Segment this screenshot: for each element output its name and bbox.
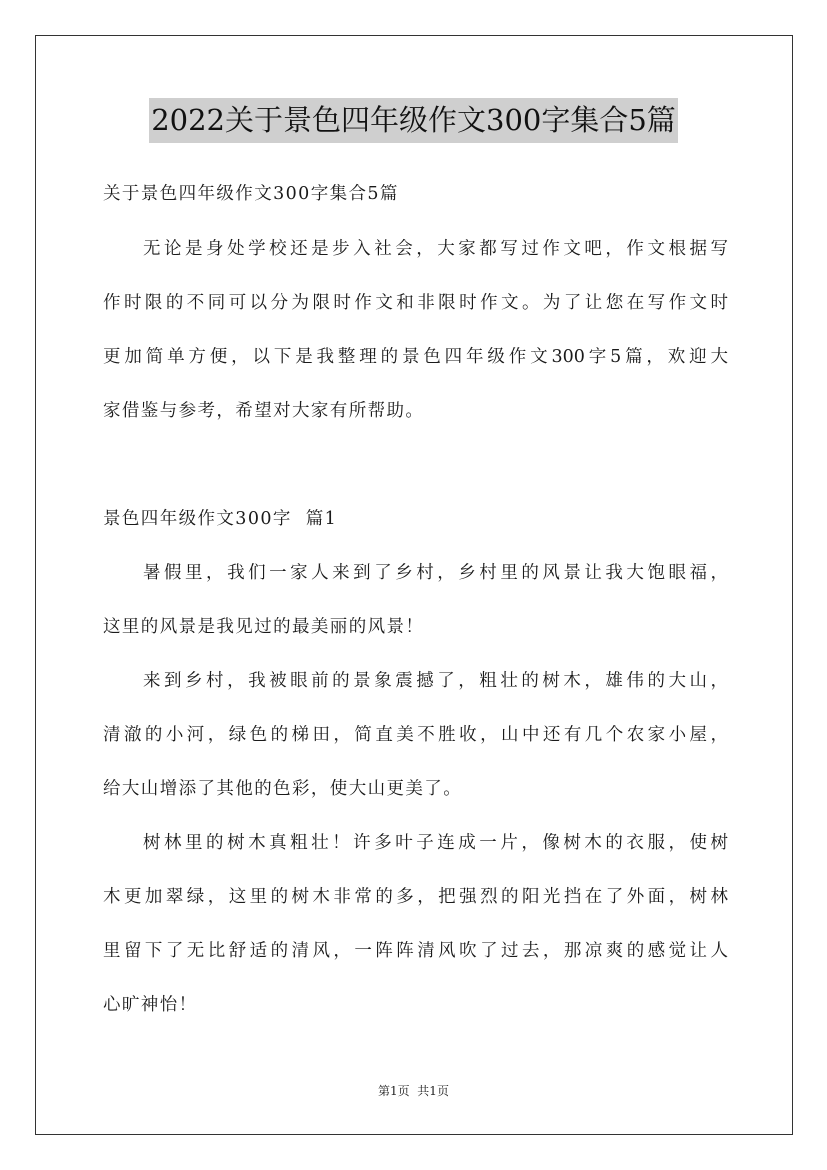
paragraph-line: 这里的风景是我见过的最美丽的风景！ <box>103 617 425 637</box>
page-footer: 第1页 共1页 <box>378 1084 449 1098</box>
paragraph-line: 来到乡村，我被眼前的景象震撼了，粗壮的树木，雄伟的大山， <box>143 671 728 691</box>
paragraph-line: 心旷神怡！ <box>103 995 198 1015</box>
document-title: 2022关于景色四年级作文300字集合5篇 <box>149 98 678 143</box>
title-block <box>0 98 827 143</box>
document-subtitle: 关于景色四年级作文300字集合5篇 <box>103 184 399 204</box>
intro-line: 作时限的不同可以分为限时作文和非限时作文。为了让您在写作文时 <box>103 293 728 313</box>
intro-line: 更加简单方便，以下是我整理的景色四年级作文300字5篇，欢迎大 <box>103 347 728 367</box>
paragraph-line: 暑假里，我们一家人来到了乡村，乡村里的风景让我大饱眼福， <box>143 563 728 583</box>
paragraph-line: 给大山增添了其他的色彩，使大山更美了。 <box>103 779 463 799</box>
paragraph-line: 里留下了无比舒适的清风，一阵阵清风吹了过去，那凉爽的感觉让人 <box>103 941 728 961</box>
intro-line: 无论是身处学校还是步入社会，大家都写过作文吧，作文根据写 <box>143 239 728 259</box>
paragraph-line: 树林里的树木真粗壮！许多叶子连成一片，像树木的衣服，使树 <box>143 833 728 853</box>
paragraph-line: 木更加翠绿，这里的树木非常的多，把强烈的阳光挡在了外面，树林 <box>103 887 728 907</box>
intro-line: 家借鉴与参考，希望对大家有所帮助。 <box>103 401 425 421</box>
section-heading: 景色四年级作文300字 篇1 <box>103 509 338 529</box>
paragraph-line: 清澈的小河，绿色的梯田，简直美不胜收，山中还有几个农家小屋， <box>103 725 728 745</box>
